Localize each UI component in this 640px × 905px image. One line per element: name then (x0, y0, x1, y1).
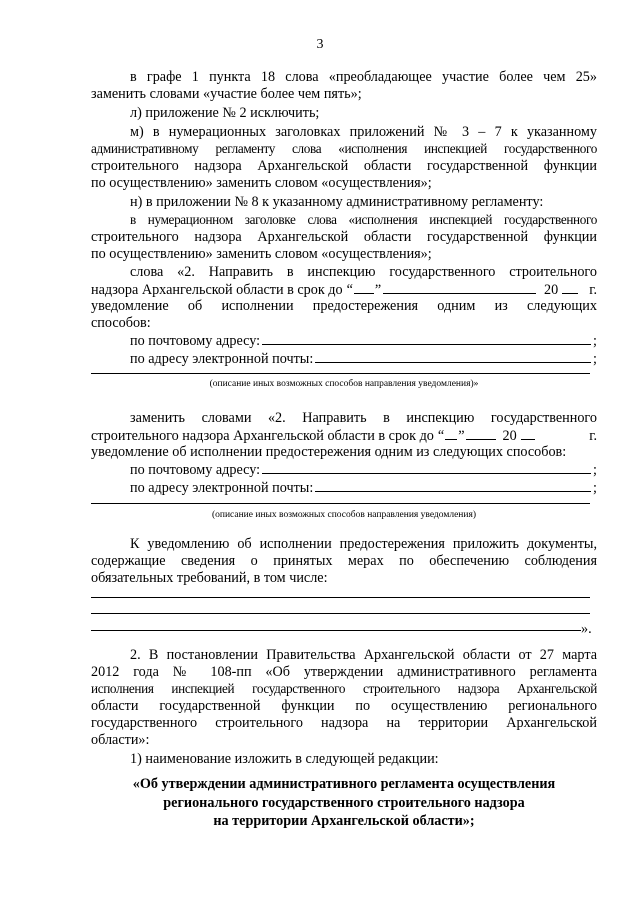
year-blank (562, 281, 578, 294)
text-line: 2012 года № 108-пп «Об утверждении административного регламента (91, 664, 597, 680)
text-line: способов: (91, 315, 151, 331)
text-line: области»: (91, 732, 150, 748)
page-number: 3 (316, 37, 324, 52)
text-line: уведомление об исполнении предостережения одним из следующих (91, 298, 597, 314)
text-line: по осуществлению» заменить словом «осуществления»; (91, 175, 432, 191)
month-blank (466, 427, 496, 440)
text-line: 1) наименование изложить в следующей редакции: (130, 751, 439, 767)
text-line: надзора Архангельской области в срок до (91, 282, 343, 298)
text-line: 2. В постановлении Правительства Архангельской области от 27 марта (130, 647, 597, 663)
postal-address-field: по почтовому адресу: ; (130, 462, 597, 478)
blank-line (91, 597, 590, 598)
closing-quote: ». (581, 621, 592, 637)
blank-line (91, 613, 590, 614)
text-line: по осуществлению» заменить словом «осуществления»; (91, 246, 432, 262)
text-line: м) в нумерационных заголовках приложений № 3 – 7 к указанному (130, 124, 597, 140)
text-line: уведомление об исполнении предостережения одним из следующих способов: (91, 444, 567, 460)
underline-rule (91, 503, 590, 504)
text-line: государственного строительного надзора на территории Архангельской (91, 715, 597, 731)
text-line: содержащие сведения о принятых мерах по обеспечению соблюдения (91, 553, 597, 569)
text-line: в графе 1 пункта 18 слова «преобладающее участие более чем 25» (130, 69, 597, 85)
text-line: н) в приложении № 8 к указанному административному регламенту: (130, 194, 544, 210)
deadline-line: строительного надзора Архангельской области в срок до “ ” 20 г. (91, 428, 597, 444)
new-title-line: регионального государственного строительного надзора (163, 795, 525, 811)
text-line: строительного надзора Архангельской области государственной функции (91, 158, 597, 174)
text-line: области государственной функции по осуществлению регионального (91, 698, 597, 714)
text-line: слова «2. Направить в инспекцию государственного строительного (130, 264, 597, 280)
email-address-field: по адресу электронной почты: ; (130, 351, 597, 367)
text-line: в нумерационном заголовке слова «исполнения инспекцией государственного (130, 212, 597, 227)
postal-address-field: по почтовому адресу: ; (130, 333, 597, 349)
year-blank (521, 427, 535, 440)
text-line: л) приложение № 2 исключить; (130, 105, 320, 121)
text-line: исполнения инспекцией государственного строительного надзора Архангельской (91, 681, 597, 696)
blank-line (91, 630, 581, 631)
text-line: К уведомлению об исполнении предостережения приложить документы, (130, 536, 597, 552)
text-line: заменить словами «2. Направить в инспекцию государственного (130, 410, 597, 426)
day-blank (354, 281, 374, 294)
new-title-line: на территории Архангельской области»; (213, 813, 475, 829)
new-title-line: «Об утверждении административного регламента осуществления (132, 776, 556, 792)
deadline-line: надзора Архангельской области в срок до “ ” 20 г. (91, 282, 597, 298)
month-blank (383, 281, 536, 294)
text-line: заменить словами «участие более чем пять»; (91, 86, 362, 102)
day-blank (445, 427, 457, 440)
text-line: обязательных требований, в том числе: (91, 570, 328, 586)
email-address-field: по адресу электронной почты: ; (130, 480, 597, 496)
text-line: административному регламенту слова «исполнения инспекцией государственного (91, 141, 597, 156)
field-caption: (описание иных возможных способов направления уведомления) (211, 510, 477, 520)
field-caption: (описание иных возможных способов направления уведомления)» (209, 379, 479, 389)
text-line: строительного надзора Архангельской области государственной функции (91, 229, 597, 245)
underline-rule (91, 373, 590, 374)
